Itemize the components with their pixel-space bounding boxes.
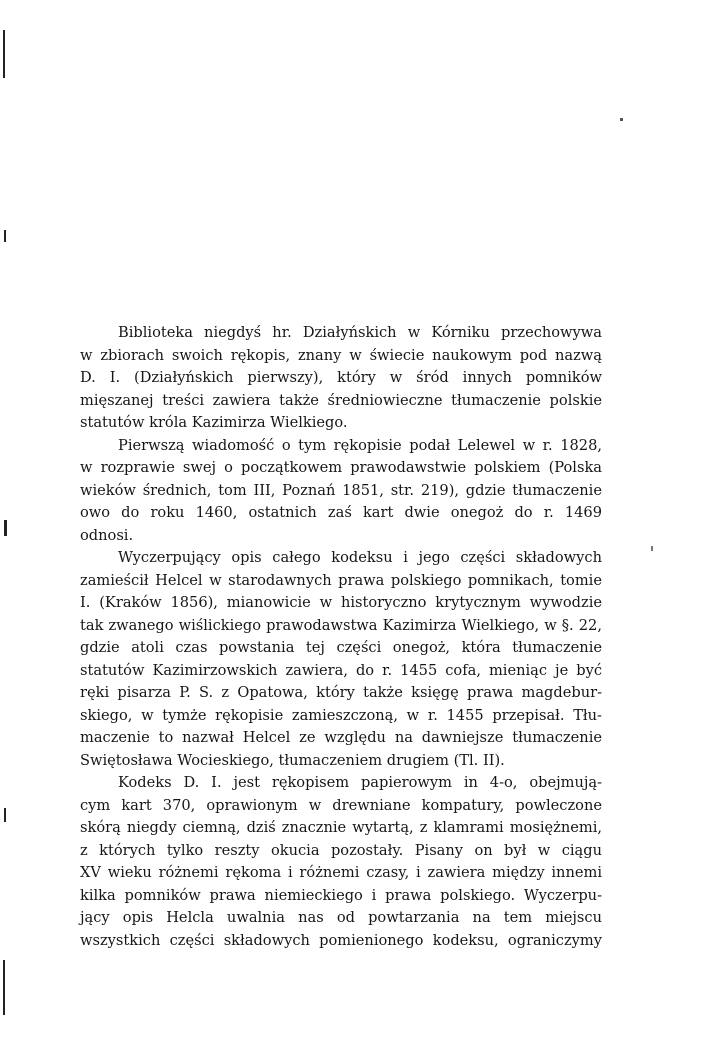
text-line: XV wieku różnemi rękoma i różnemi czasy, i zawiera między innemi <box>80 864 602 881</box>
text-line: jący opis Helcla uwalnia nas od powtarzania na tem miejscu <box>80 909 602 926</box>
text-line: skórą niegdy ciemną, dziś znacznie wytartą, z klamrami mosiężnemi, <box>80 819 602 836</box>
text-line: tak zwanego wiślickiego prawodawstwa Kazimirza Wielkiego, w §. 22, <box>80 616 602 634</box>
text-line: gdzie atoli czas powstania tej części onegoż, która tłumaczenie <box>80 639 602 656</box>
text-line: Pierwszą wiadomość o tym rękopisie podał Lelewel w r. 1828, <box>118 436 602 454</box>
text-line: statutów Kazimirzowskich zawiera, do r. 1455 cofa, mieniąc je być <box>80 661 602 679</box>
body-text <box>80 322 602 952</box>
text-line: zamieścił Helcel w starodawnych prawa polskiego pomnikach, tomie <box>80 571 602 589</box>
text-line: z których tylko reszty okucia pozostały. Pisany on był w ciągu <box>80 841 602 859</box>
text-line: Swiętosława Wocieskiego, tłumaczeniem drugiem (Tl. II). <box>80 751 505 769</box>
text-line: D. I. (Działyńskich pierwszy), który w śród innych pomników <box>80 369 602 386</box>
text-line: owo do roku 1460, ostatnich zaś kart dwie onegoż do r. 1469 <box>80 504 602 521</box>
scan-edge-mark <box>4 520 7 536</box>
scan-edge-mark <box>4 230 6 242</box>
text-line: wszystkich części składowych pomienionego kodeksu, ograniczymy <box>80 931 602 949</box>
text-line: w rozprawie swej o początkowem prawodawstwie polskiem (Polska <box>80 459 602 476</box>
text-line: maczenie to nazwał Helcel ze względu na dawniejsze tłumaczenie <box>80 729 602 746</box>
text-line: Kodeks D. I. jest rękopisem papierowym in 4-o, obejmują- <box>118 774 602 791</box>
text-line: w zbiorach swoich rękopis, znany w świecie naukowym pod nazwą <box>80 346 602 364</box>
text-line: skiego, w tymże rękopisie zamieszczoną, w r. 1455 przepisał. Tłu- <box>80 706 602 724</box>
text-line: cym kart 370, oprawionym w drewniane kompatury, powleczone <box>80 796 602 814</box>
text-line: statutów króla Kazimirza Wielkiego. <box>80 414 348 431</box>
text-line: odnosi. <box>80 526 134 544</box>
scan-edge-mark <box>3 30 5 78</box>
text-line: mięszanej treści zawiera także średniowieczne tłumaczenie polskie <box>80 391 602 409</box>
scan-speck <box>651 546 653 551</box>
text-line: Wyczerpujący opis całego kodeksu i jego części składowych <box>118 549 602 566</box>
scan-edge-mark <box>3 960 5 1015</box>
text-line: I. (Kraków 1856), mianowicie w historyczno krytycznym wywodzie <box>80 594 602 611</box>
text-line: wieków średnich, tom III, Poznań 1851, str. 219), gdzie tłumaczenie <box>80 481 602 499</box>
scan-speck <box>620 118 623 121</box>
text-line: Biblioteka niegdyś hr. Działyńskich w Kórniku przechowywa <box>118 324 602 341</box>
text-line: kilka pomników prawa niemieckiego i prawa polskiego. Wyczerpu- <box>80 886 602 904</box>
text-line: ręki pisarza P. S. z Opatowa, który także księgę prawa magdebur- <box>80 684 602 701</box>
scan-edge-mark <box>4 808 6 822</box>
